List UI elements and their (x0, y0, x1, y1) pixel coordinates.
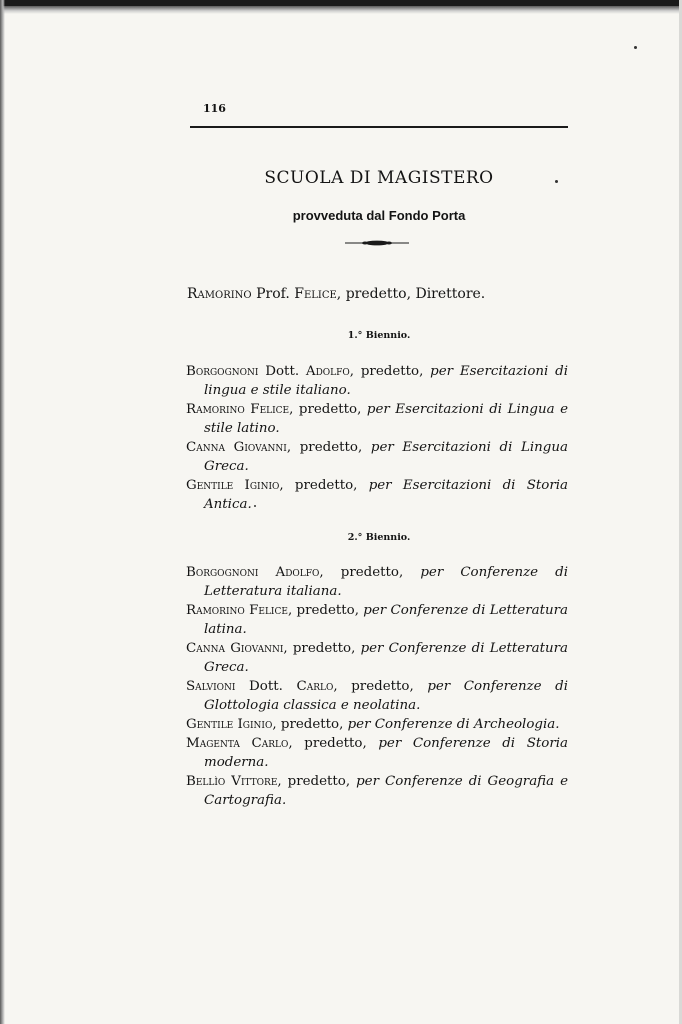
scan-speck (634, 46, 637, 49)
entry-title: Dott. (258, 364, 300, 379)
entry-first-name: Vittore (231, 774, 278, 789)
entry-first-name: Felice (249, 603, 288, 618)
entry-description: per Conferenze di Letteratura Greca. (204, 641, 568, 675)
second-biennium-list (186, 563, 568, 810)
list-item (186, 563, 568, 601)
scan-top-shadow (0, 6, 682, 14)
entry-predetto: , predetto, (277, 774, 357, 789)
entry-description: per Esercitazioni di Storia Antica. (204, 478, 568, 512)
entry-surname: Magenta (186, 736, 240, 751)
entry-description: per Conferenze di Geografia e Cartografia. (204, 774, 569, 808)
list-item (186, 476, 568, 514)
entry-surname: Canna (186, 641, 225, 656)
entry-first-name: Iginio (244, 478, 280, 493)
list-item (186, 601, 568, 639)
entry-description: per Conferenze di Glottologia classica e neolatina. (204, 679, 569, 713)
director-line (187, 286, 485, 302)
entry-description: per Conferenze di Letteratura italiana. (204, 565, 568, 599)
list-item (186, 715, 568, 734)
section-heading-second-biennium: 2.° Biennio. (347, 532, 411, 543)
entry-first-name: Carlo (296, 679, 334, 694)
director-title: Prof. (256, 286, 290, 302)
entry-surname: Borgognoni (186, 364, 259, 379)
first-biennium-list (186, 362, 568, 514)
ornament-divider (345, 240, 409, 246)
list-item (186, 772, 568, 810)
director-first-name: Felice (294, 286, 337, 302)
entry-predetto: , predetto, (286, 440, 371, 455)
section-heading-first-biennium: 1.° Biennio. (347, 330, 411, 341)
entry-first-name: Carlo (251, 736, 289, 751)
entry-first-name: Giovanni (230, 641, 284, 656)
entry-surname: Borgognoni (186, 565, 259, 580)
entry-predetto: , predetto, (287, 603, 364, 618)
page-title: SCUOLA DI MAGISTERO (264, 168, 494, 188)
entry-description: per Conferenze di Letteratura latina. (204, 603, 568, 637)
entry-surname: Ramorino (186, 402, 245, 417)
entry-predetto: , predetto, (288, 736, 379, 751)
entry-predetto: , predetto, (272, 717, 348, 732)
entry-surname: Canna (186, 440, 225, 455)
entry-surname: Ramorino (186, 603, 245, 618)
scan-left-edge (0, 0, 5, 1024)
entry-surname: Bellìo (186, 774, 226, 789)
entry-description: per Conferenze di Storia moderna. (204, 736, 568, 770)
entry-predetto: , predetto, (333, 679, 428, 694)
entry-first-name: Iginio (237, 717, 273, 732)
entry-predetto: , predetto, (319, 565, 421, 580)
list-item (186, 400, 568, 438)
entry-surname: Salvioni (186, 679, 236, 694)
entry-predetto: , predetto, (279, 478, 369, 493)
list-item (186, 362, 568, 400)
entry-surname: Gentile (186, 717, 234, 732)
entry-first-name: Felice (250, 402, 290, 417)
header-rule (190, 126, 568, 128)
director-surname: Ramorino (187, 286, 252, 302)
entry-description: per Esercitazioni di Lingua e stile latino. (204, 402, 568, 436)
entry-first-name: Adolfo (305, 364, 350, 379)
page-subtitle: provveduta dal Fondo Porta (292, 208, 466, 223)
list-item (186, 639, 568, 677)
list-item (186, 438, 568, 476)
entry-predetto: , predetto, (289, 402, 367, 417)
entry-first-name: Adolfo (275, 565, 320, 580)
list-item (186, 677, 568, 715)
entry-description: per Conferenze di Archeologia. (347, 717, 560, 732)
director-suffix: , predetto, Direttore. (336, 286, 486, 302)
page-number: 116 (203, 102, 226, 115)
entry-predetto: , predetto, (349, 364, 431, 379)
entry-description: per Esercitazioni di lingua e stile italiano. (204, 364, 568, 398)
entry-first-name: Giovanni (233, 440, 287, 455)
entry-title: Dott. (235, 679, 283, 694)
entry-description: per Esercitazioni di Lingua Greca. (204, 440, 568, 474)
entry-predetto: , predetto, (283, 641, 361, 656)
list-item (186, 734, 568, 772)
entry-surname: Gentile (186, 478, 234, 493)
